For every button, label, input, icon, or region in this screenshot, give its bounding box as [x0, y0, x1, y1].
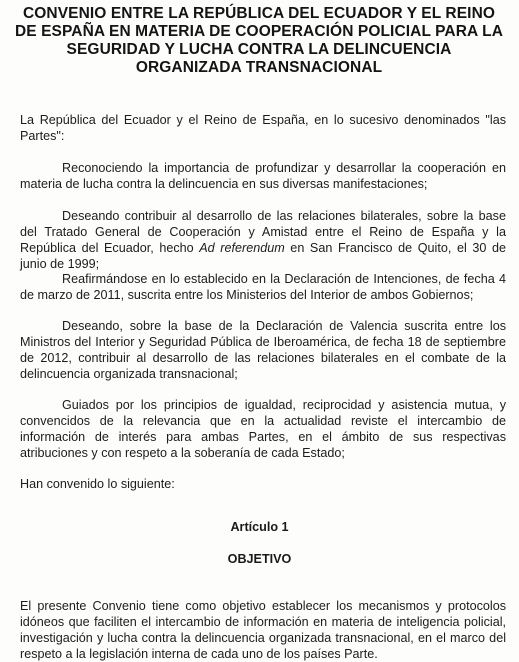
agreement-statement: Han convenido lo siguiente:	[20, 477, 175, 491]
recital-paragraph-5: Guiados por los principios de igualdad, reciprocidad y asistencia mutua, y convencidos de la relevancia que en la actualidad reviste el intercambio de información de interés para ambas Partes, en el ámbito de sus respectivas atribuciones y con respeto a la soberanía de cada Estado;	[20, 398, 506, 460]
recital-2-italic-phrase: Ad referendum	[199, 241, 285, 255]
recital-paragraph-1: Reconociendo la importancia de profundizar y desarrollar la cooperación en materia de lucha contra la delincuencia en sus diversas manifestaciones;	[20, 161, 506, 191]
article-heading: OBJETIVO	[227, 552, 292, 566]
recital-2-text-end: en San Francisco de Quito, el 30 de junio de 1999;	[20, 241, 506, 271]
article-number: Artículo 1	[230, 520, 289, 534]
recital-2-text-start: Deseando contribuir al desarrollo de las relaciones bilaterales, sobre la base del Tratado General de Cooperación y Amistad entre el Reino de España y la República del Ecuador, hecho	[20, 209, 506, 255]
recital-paragraph-2	[20, 208, 506, 272]
recital-paragraph-3: Reafirmándose en lo establecido en la Declaración de Intenciones, de fecha 4 de marzo de 2011, suscrita entre los Ministerios del Interior de ambos Gobiernos;	[20, 272, 506, 302]
document-title: CONVENIO ENTRE LA REPÚBLICA DEL ECUADOR Y EL REINO DE ESPAÑA EN MATERIA DE COOPERACIÓN POLICIAL PARA LA SEGURIDAD Y LUCHA CONTRA LA DELINCUENCIA ORGANIZADA TRANSNACIONAL	[14, 5, 504, 76]
article-paragraph: El presente Convenio tiene como objetivo establecer los mecanismos y protocolos idóneos que faciliten el intercambio de información en materia de inteligencia policial, investigación y lucha contra la delincuencia organizada transnacional, en el marco del respeto a la legislación interna de cada uno de los países Parte.	[20, 599, 506, 661]
recital-paragraph-4: Deseando, sobre la base de la Declaración de Valencia suscrita entre los Ministros del Interior y Seguridad Pública de Iberoamérica, de fecha 18 de septiembre de 2012, contribuir al desarrollo de las relaciones bilaterales en el combate de la delincuencia organizada transnacional;	[20, 319, 506, 381]
intro-paragraph: La República del Ecuador y el Reino de España, en lo sucesivo denominados "las Partes":	[20, 113, 506, 143]
